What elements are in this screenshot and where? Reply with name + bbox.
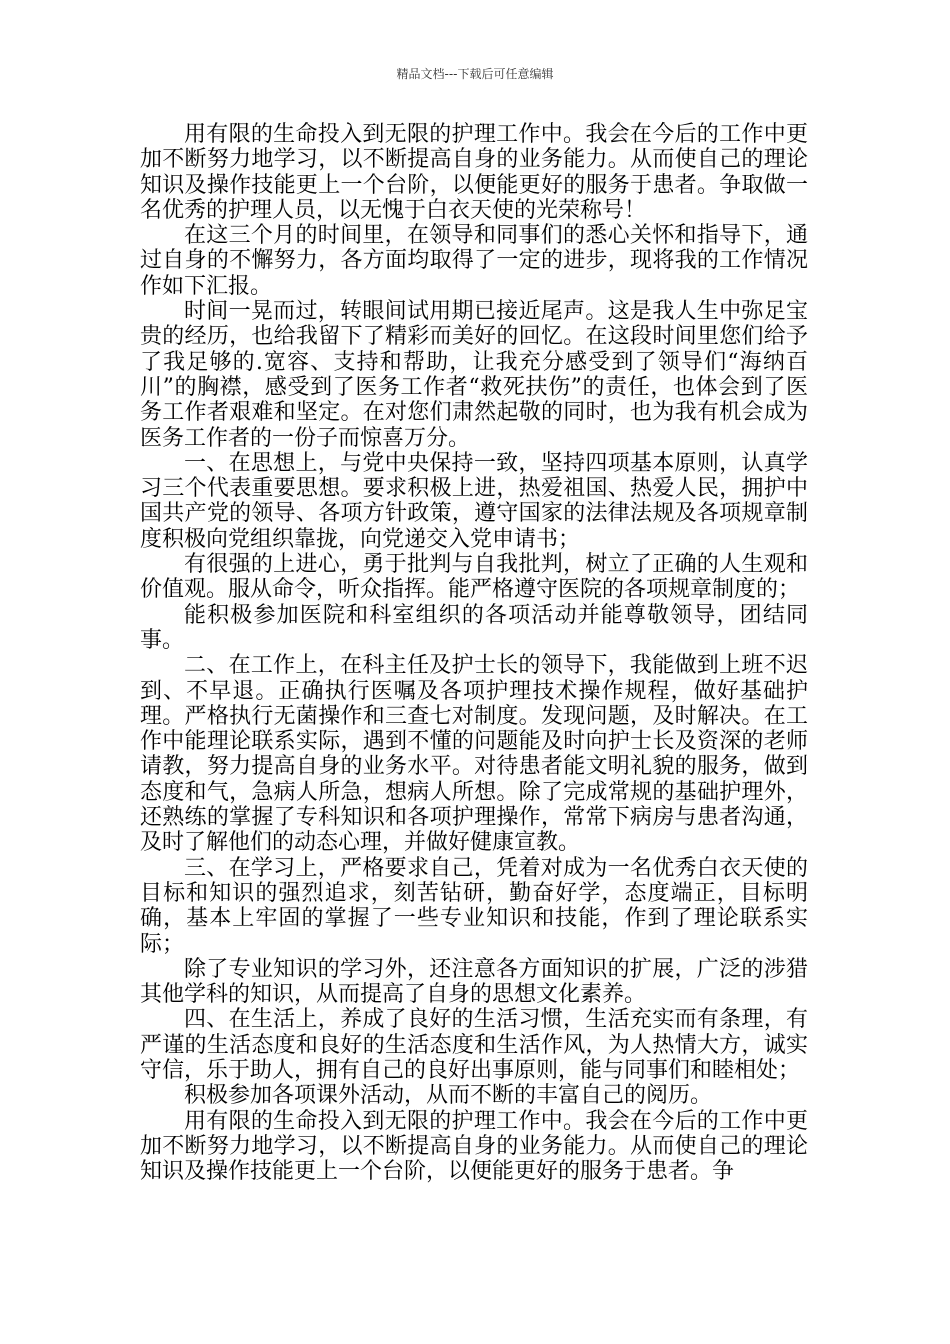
paragraph: 用有限的生命投入到无限的护理工作中。我会在今后的工作中更加不断努力地学习，以不断提高自身的业务能力。从而使自己的理论知识及操作技能更上一个台阶，以便能更好的服务于患者。争取做一名优秀的护理人员，以无愧于白衣天使的光荣称号！	[140, 122, 808, 223]
paragraph: 在这三个月的时间里，在领导和同事们的悉心关怀和指导下，通过自身的不懈努力，各方面均取得了一定的进步，现将我的工作情况作如下汇报。	[140, 223, 808, 299]
paragraph: 二、在工作上，在科主任及护士长的领导下，我能做到上班不迟到、不早退。正确执行医嘱及各项护理技术操作规程，做好基础护理。严格执行无菌操作和三查七对制度。发现问题，及时解决。在工作中能理论联系实际，遇到不懂的问题能及时向护士长及资深的老师请教，努力提高自身的业务水平。对待患者能文明礼貌的服务，做到态度和气，急病人所急，想病人所想。除了完成常规的基础护理外，还熟练的掌握了专科知识和各项护理操作，常常下病房与患者沟通，及时了解他们的动态心理，并做好健康宣教。	[140, 653, 808, 856]
paragraph: 积极参加各项课外活动，从而不断的丰富自己的阅历。	[184, 1083, 713, 1109]
document-body	[140, 122, 808, 1184]
paragraph: 有很强的上进心，勇于批判与自我批判，树立了正确的人生观和价值观。服从命令，听众指挥。能严格遵守医院的各项规章制度的；	[140, 552, 808, 603]
paragraph: 一、在思想上，与党中央保持一致，坚持四项基本原则，认真学习三个代表重要思想。要求积极上进，热爱祖国、热爱人民，拥护中国共产党的领导、各项方针政策，遵守国家的法律法规及各项规章制度积极向党组织靠拢，向党递交入党申请书；	[140, 450, 808, 552]
paragraph: 用有限的生命投入到无限的护理工作中。我会在今后的工作中更加不断努力地学习，以不断提高自身的业务能力。从而使自己的理论知识及操作技能更上一个台阶，以便能更好的服务于患者。争	[140, 1108, 808, 1185]
paragraph: 能积极参加医院和科室组织的各项活动并能尊敬领导，团结同事。	[140, 602, 808, 653]
paragraph: 时间一晃而过，转眼间试用期已接近尾声。这是我人生中弥足宝贵的经历，也给我留下了精彩而美好的回忆。在这段时间里您们给予了我足够的.宽容、支持和帮助，让我充分感受到了领导们“海纳百川”的胸襟，感受到了医务工作者“救死扶伤”的责任，也体会到了医务工作者艰难和坚定。在对您们肃然起敬的同时，也为我有机会成为医务工作者的一份子而惊喜万分。	[140, 299, 808, 451]
page-header: 精品文档---下载后可任意编辑	[396, 67, 554, 81]
paragraph: 四、在生活上，养成了良好的生活习惯，生活充实而有条理，有严谨的生活态度和良好的生活态度和生活作风，为人热情大方，诚实守信，乐于助人，拥有自己的良好出事原则，能与同事们和睦相处；	[140, 1007, 808, 1083]
paragraph: 三、在学习上，严格要求自己，凭着对成为一名优秀白衣天使的目标和知识的强烈追求，刻苦钻研，勤奋好学，态度端正，目标明确，基本上牢固的掌握了一些专业知识和技能，作到了理论联系实际；	[140, 855, 808, 957]
paragraph: 除了专业知识的学习外，还注意各方面知识的扩展，广泛的涉猎其他学科的知识，从而提高了自身的思想文化素养。	[140, 956, 808, 1008]
